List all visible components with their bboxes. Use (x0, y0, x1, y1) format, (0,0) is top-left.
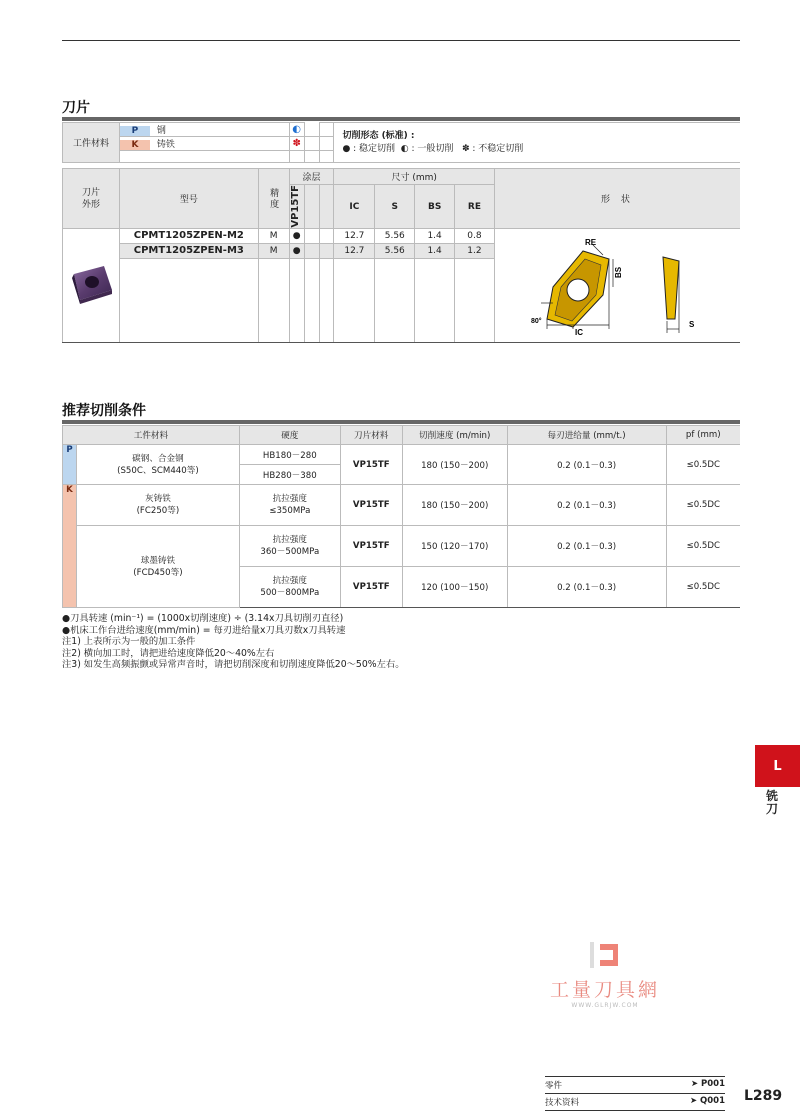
shape-header: 形 状 (494, 169, 740, 229)
section-tab-label: 铣刀 (765, 789, 778, 816)
pf-cell: ≤0.5DC (666, 526, 740, 567)
feed-cell: 0.2 (0.1－0.3) (507, 445, 666, 485)
precision-cell: M (258, 243, 289, 258)
insert-table (62, 122, 740, 343)
note-item: 注2) 横向加工时，请把进给速度降低20～40%左右 (62, 647, 275, 659)
watermark-brand: 工量刀具網 (549, 979, 660, 1001)
material-label: 工件材料 (63, 123, 120, 163)
pf-cell: ≤0.5DC (666, 445, 740, 485)
grade-cell: VP15TF (340, 567, 402, 608)
conditions-section-title: 推荐切削条件 (62, 403, 146, 419)
model-cell: CPMT1205ZPEN-M3 (119, 243, 258, 258)
shape-col-header: 刀片 外形 (63, 169, 120, 229)
material-cell: 灰铸铁 (FC250等) (76, 485, 239, 526)
re-cell: 1.2 (455, 243, 495, 258)
legend-title: 切削形态 (标准) : (342, 130, 415, 141)
ic-cell: 12.7 (334, 229, 375, 244)
diagram-ic-label: IC (574, 328, 583, 337)
table-row (63, 445, 741, 465)
table-row (63, 229, 741, 244)
footer-parts-row[interactable] (545, 1076, 725, 1094)
diagram-s-label: S (688, 320, 695, 329)
bs-header: BS (415, 185, 455, 229)
dims-header: 尺寸 (mm) (334, 169, 494, 185)
legend-unstable: ✽ : 不稳定切削 (461, 143, 524, 154)
section-tab-l[interactable]: L (755, 745, 800, 787)
stock-cell: ● (289, 229, 304, 244)
feed-cell: 0.2 (0.1－0.3) (507, 485, 666, 526)
ic-cell: 12.7 (334, 243, 375, 258)
speed-cell: 120 (100－150) (402, 567, 507, 608)
top-rule (62, 40, 740, 41)
diagram-bs-label: BS (613, 266, 623, 278)
hardness-header: 硬度 (239, 426, 340, 445)
table-row (63, 485, 741, 526)
hardness-cell: 抗拉强度 500－800MPa (239, 567, 340, 608)
legend-stable: ● : 稳定切削 (342, 143, 396, 154)
model-header: 型号 (119, 169, 258, 229)
group-k: K (63, 485, 77, 608)
speed-cell: 150 (120－170) (402, 526, 507, 567)
material-name-k: 铸铁 (156, 140, 175, 150)
re-cell: 0.8 (455, 229, 495, 244)
legend (334, 123, 740, 163)
note-item: 注1) 上表所示为一般的加工条件 (62, 636, 196, 647)
s-cell: 5.56 (375, 243, 415, 258)
speed-header: 切削速度 (m/min) (402, 426, 507, 445)
legend-general: ◐ : 一般切削 (400, 143, 454, 154)
watermark (540, 940, 670, 1009)
footer-parts-label: 零件 (545, 1081, 563, 1091)
section-bar (62, 117, 740, 121)
hardness-cell: 抗拉强度 360－500MPa (239, 526, 340, 567)
hardness-cell: HB280－380 (239, 465, 340, 485)
pf-header: pf (mm) (666, 426, 740, 445)
note-item: 注3) 如发生高频振颤或异常声音时，请把切削深度和切削速度降低20～50%左右。 (62, 659, 405, 670)
pf-cell: ≤0.5DC (666, 485, 740, 526)
speed-cell: 180 (150－200) (402, 445, 507, 485)
group-p: P (63, 445, 77, 485)
s-header: S (375, 185, 415, 229)
bs-cell: 1.4 (415, 229, 455, 244)
conditions-table (62, 425, 740, 608)
note-item: ●机床工作台进给速度(mm/min) = 每刃进给量x刀具刃数x刀具转速 (62, 624, 346, 636)
stock-cell: ● (289, 243, 304, 258)
feed-cell: 0.2 (0.1－0.3) (507, 567, 666, 608)
pf-cell: ≤0.5DC (666, 567, 740, 608)
feed-header: 每刃进给量 (mm/t.) (507, 426, 666, 445)
material-cell: 球墨铸铁 (FCD450等) (76, 526, 239, 608)
section-bar (62, 420, 740, 424)
material-cell: 碳钢、合金钢 (S50C、SCM440等) (76, 445, 239, 485)
footer-links (545, 1076, 725, 1111)
grade-header: 刀片材料 (340, 426, 402, 445)
material-header: 工件材料 (63, 426, 240, 445)
material-code-k: K (120, 140, 150, 150)
insert-section-title: 刀片 (62, 100, 90, 116)
ic-header: IC (334, 185, 375, 229)
watermark-url: WWW.GLRJW.COM (571, 1002, 639, 1009)
page-number: L289 (744, 1088, 783, 1104)
table-row (63, 526, 741, 567)
hardness-cell: HB180－280 (239, 445, 340, 465)
grade-cell: VP15TF (340, 526, 402, 567)
footer-parts-ref[interactable]: ➤ P001 (690, 1079, 725, 1089)
hardness-cell: 抗拉强度 ≤350MPa (239, 485, 340, 526)
footer-tech-row[interactable] (545, 1094, 725, 1111)
material-name-p: 钢 (156, 126, 166, 136)
diagram-re-label: RE (584, 238, 597, 247)
general-cut-icon: ◐ (292, 124, 301, 135)
note-item: ●刀具转速 (min⁻¹) = (1000x切削速度) ÷ (3.14x刀具切削刃直径) (62, 613, 344, 624)
precision-header: 精度 (258, 169, 289, 229)
insert-shape-diagram (495, 229, 740, 339)
grade-header: VP15TF (289, 185, 301, 228)
unstable-cut-icon: ✽ (292, 138, 301, 149)
bs-cell: 1.4 (415, 243, 455, 258)
footer-tech-ref[interactable]: ➤ Q001 (689, 1096, 725, 1106)
grade-cell: VP15TF (340, 485, 402, 526)
material-code-p: P (120, 126, 150, 136)
precision-cell: M (258, 229, 289, 244)
feed-cell: 0.2 (0.1－0.3) (507, 526, 666, 567)
speed-cell: 180 (150－200) (402, 485, 507, 526)
re-header: RE (455, 185, 495, 229)
watermark-logo-icon (588, 940, 622, 970)
insert-photo (66, 260, 116, 308)
model-cell: CPMT1205ZPEN-M2 (119, 229, 258, 244)
grade-cell: VP15TF (340, 445, 402, 485)
diagram-angle-label: 80° (530, 318, 542, 325)
coating-header: 涂层 (289, 169, 334, 185)
footer-tech-label: 技术资料 (545, 1098, 580, 1108)
notes (62, 613, 722, 671)
s-cell: 5.56 (375, 229, 415, 244)
